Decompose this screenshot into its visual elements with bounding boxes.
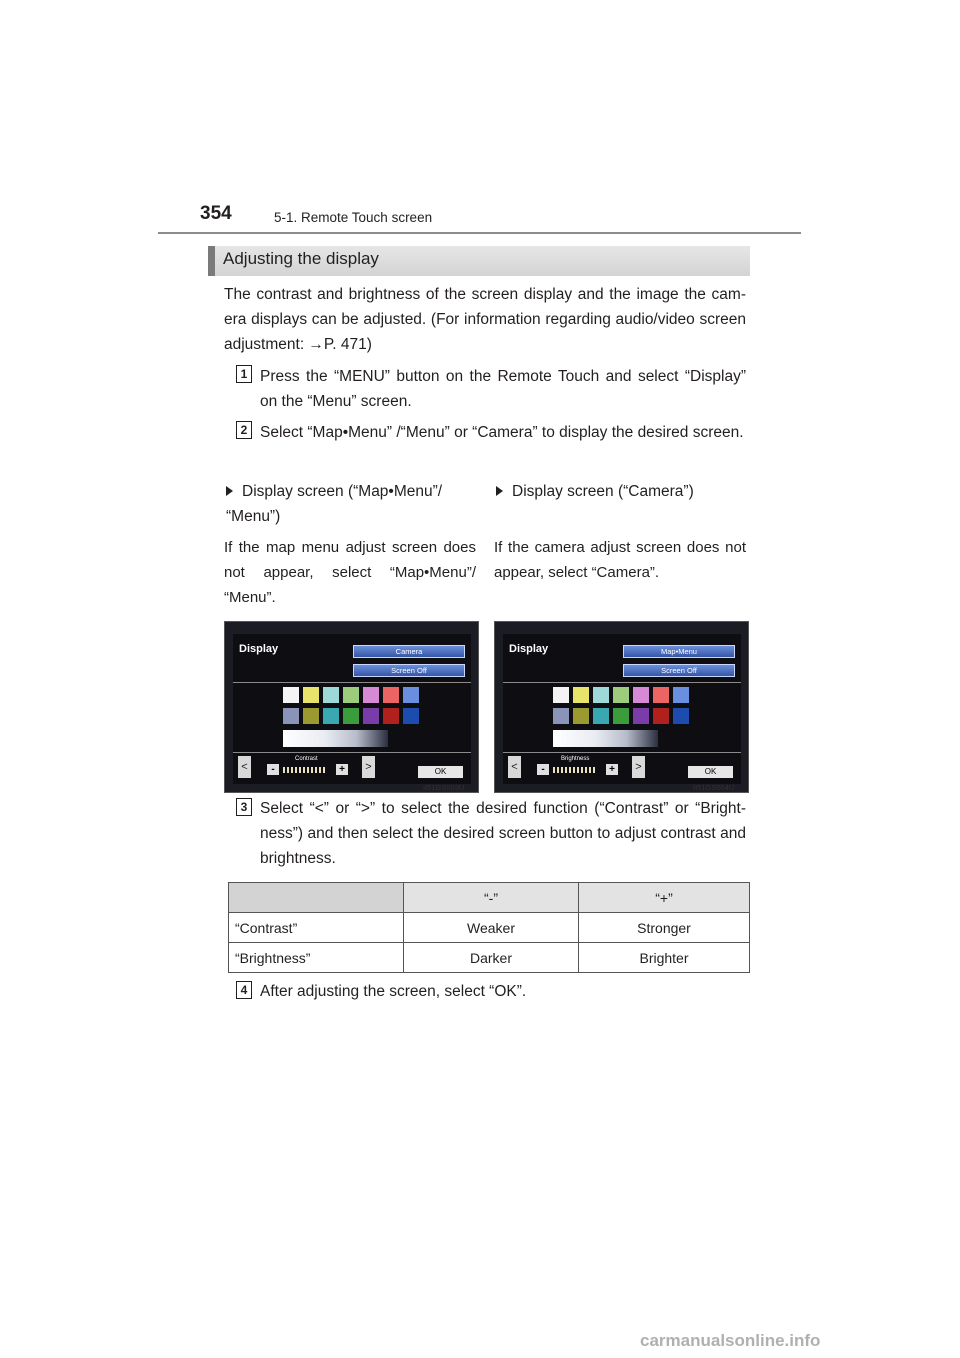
option-map-menu [226,479,476,529]
step-1-text: Press the “MENU” button on the Remote Touch and select “Display” on the “Menu” screen. [260,368,746,410]
display-screen [503,634,741,784]
minus-button[interactable]: - [267,764,279,775]
divider [503,752,741,753]
color-swatch[interactable] [593,708,609,724]
table-header-minus: “-” [404,883,579,913]
plus-button[interactable]: + [336,764,348,775]
next-function-button[interactable]: > [362,756,375,778]
color-swatch[interactable] [403,687,419,703]
watermark: carmanualsonline.info [640,1331,821,1350]
triangle-bullet-icon [496,486,503,496]
page-number: 354 [200,203,232,224]
color-swatch[interactable] [613,708,629,724]
screen-off-button[interactable]: Screen Off [353,664,465,677]
color-swatch[interactable] [653,687,669,703]
adjustment-table [228,882,750,973]
color-swatch[interactable] [653,708,669,724]
next-function-button[interactable]: > [632,756,645,778]
color-swatch[interactable] [573,708,589,724]
step-1-number: 1 [236,365,252,383]
color-swatch[interactable] [383,708,399,724]
prev-function-button[interactable]: < [508,756,521,778]
intro-paragraph: The contrast and brightness of the screen display and the image the cam-era displays can be adjusted. (For information regarding audio/video screen adjustment: →P. 471) [224,286,746,353]
function-label: Brightness [561,756,590,762]
display-screenshot-map-menu [494,621,749,793]
table-cell: “Brightness” [229,943,404,973]
color-swatch[interactable] [303,708,319,724]
divider [233,752,471,753]
table-header-row [229,883,750,913]
step-4-number: 4 [236,981,252,999]
figure-code: II51GS004U [693,783,735,792]
screen-title: Display [509,643,549,655]
color-swatch[interactable] [403,708,419,724]
note-camera: If the camera adjust screen does not appear, select “Camera”. [494,539,746,581]
step-3-text: Select “<” or “>” to select the desired function (“Contrast” or “Bright-ness”) and then select the desired screen button to adjust contrast and brightness. [260,800,746,867]
table-cell: Brighter [579,943,750,973]
color-swatch[interactable] [363,708,379,724]
step-2-text: Select “Map•Menu” /“Menu” or “Camera” to display the desired screen. [260,424,744,441]
note-map-menu: If the map menu adjust screen does not appear, select “Map•Menu”/ “Menu”. [224,539,476,606]
color-swatch[interactable] [613,687,629,703]
function-label: Contrast [295,756,318,762]
color-swatch[interactable] [633,687,649,703]
table-cell: Stronger [579,913,750,943]
table-header-cell [229,883,404,913]
step-3-number: 3 [236,798,252,816]
option-camera-label: Display screen (“Camera”) [512,483,694,500]
level-meter [283,767,327,773]
triangle-bullet-icon [226,486,233,496]
divider [503,682,741,683]
color-swatch[interactable] [343,708,359,724]
color-swatch[interactable] [553,687,569,703]
plus-button[interactable]: + [606,764,618,775]
section-title: Adjusting the display [223,249,379,268]
camera-button[interactable]: Camera [353,645,465,658]
color-swatch[interactable] [573,687,589,703]
color-swatch[interactable] [383,687,399,703]
color-swatch[interactable] [593,687,609,703]
color-swatch[interactable] [323,687,339,703]
color-swatch[interactable] [343,687,359,703]
color-swatch[interactable] [673,687,689,703]
color-swatch[interactable] [673,708,689,724]
ok-button[interactable]: OK [418,766,463,778]
figure-code: II51GS003U [423,783,465,792]
grayscale-gradient [283,730,388,747]
color-swatch[interactable] [283,687,299,703]
chapter-title: 5-1. Remote Touch screen [274,210,433,225]
color-swatch[interactable] [363,687,379,703]
table-header-plus: “+” [579,883,750,913]
table-row [229,913,750,943]
table-cell: Weaker [404,913,579,943]
ok-button[interactable]: OK [688,766,733,778]
prev-function-button[interactable]: < [238,756,251,778]
map-menu-button[interactable]: Map•Menu [623,645,735,658]
option-map-menu-label: Display screen (“Map•Menu”/ “Menu”) [226,483,443,525]
color-swatch[interactable] [303,687,319,703]
display-screenshot-camera [224,621,479,793]
screen-title: Display [239,643,279,655]
grayscale-gradient [553,730,658,747]
table-cell: Darker [404,943,579,973]
color-swatch[interactable] [323,708,339,724]
minus-button[interactable]: - [537,764,549,775]
option-camera [496,479,746,504]
color-swatch[interactable] [633,708,649,724]
table-row [229,943,750,973]
divider [233,682,471,683]
table-cell: “Contrast” [229,913,404,943]
screen-off-button[interactable]: Screen Off [623,664,735,677]
step-2-number: 2 [236,421,252,439]
step-4-text: After adjusting the screen, select “OK”. [260,983,527,1000]
level-meter [553,767,597,773]
header-rule [158,232,801,234]
display-screen [233,634,471,784]
color-swatch[interactable] [553,708,569,724]
color-swatch[interactable] [283,708,299,724]
